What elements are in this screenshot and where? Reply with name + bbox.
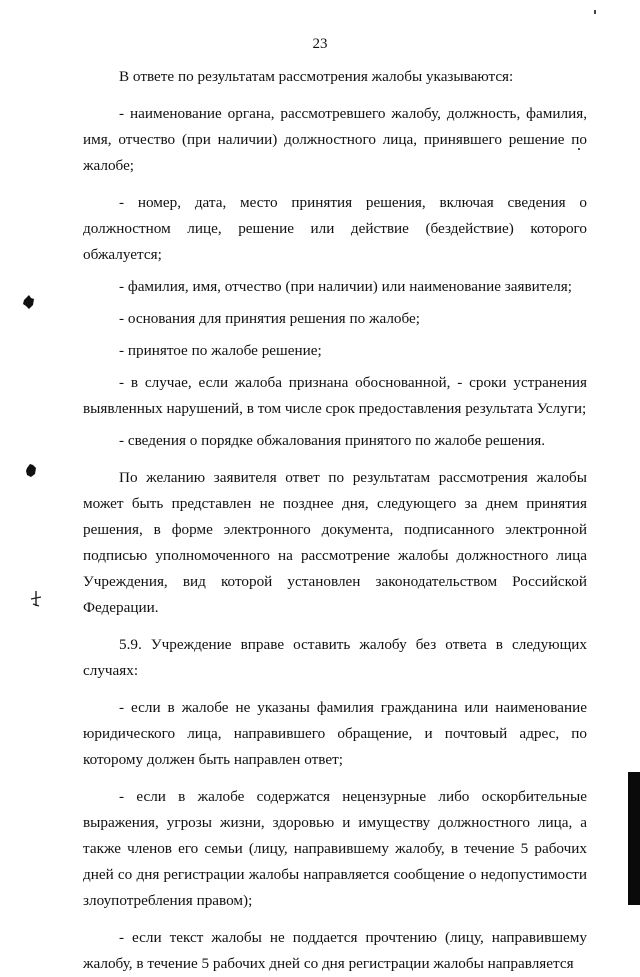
list-item-decision-details: - номер, дата, место принятия решения, включая сведения о должностном лице, решение или действие (бездействие) которого обжалуется; <box>83 194 587 263</box>
list-item-applicant: - фамилия, имя, отчество (при наличии) или наименование заявителя; <box>119 278 572 295</box>
hole-punch-mark-icon <box>22 294 36 310</box>
hole-punch-mark-icon <box>24 462 38 478</box>
scan-speck-icon <box>28 590 44 608</box>
scan-speck <box>578 148 580 150</box>
list-item-grounds: - основания для принятия решения по жалобе; <box>119 310 420 327</box>
scan-edge-shadow <box>628 772 640 905</box>
paragraph-section-5-9: 5.9. Учреждение вправе оставить жалобу без ответа в следующих случаях: <box>83 636 587 679</box>
list-item-organ: - наименование органа, рассмотревшего жалобу, должность, фамилия, имя, отчество (при наличии) должностного лица, принявшего решение по жалобе; <box>83 105 587 174</box>
list-item-no-name: - если в жалобе не указаны фамилия гражданина или наименование юридического лица, направившего обращение, и почтовый адрес, по которому должен быть направлен ответ; <box>83 699 587 768</box>
page-number: 23 <box>312 36 328 52</box>
document-body <box>83 64 587 977</box>
paragraph-electronic-response: По желанию заявителя ответ по результатам рассмотрения жалобы может быть представлен не позднее дня, следующего за днем принятия решения, в форме электронного документа, подписанного электронной подписью уполномоченного на рассмотрение жалобы должностного лица Учреждения, вид которой установлен законодательством Российской Федерации. <box>83 469 587 616</box>
list-item-deadlines: - в случае, если жалоба признана обоснованной, - сроки устранения выявленных нарушений, в том числе срок предоставления результата Услуги; <box>83 374 587 417</box>
paragraph-intro: В ответе по результатам рассмотрения жалобы указываются: <box>119 68 514 85</box>
list-item-appeal-procedure: - сведения о порядке обжалования принятого по жалобе решения. <box>119 432 546 449</box>
scan-speck <box>594 10 596 14</box>
list-item-unreadable: - если текст жалобы не поддается прочтению (лицу, направившему жалобу, в течение 5 рабочих дней со дня регистрации жалобы направляется <box>83 929 587 972</box>
list-item-decision: - принятое по жалобе решение; <box>119 342 322 359</box>
list-item-obscene: - если в жалобе содержатся нецензурные либо оскорбительные выражения, угрозы жизни, здоровью и имуществу должностного лица, а также членов его семьи (лицу, направившему жалобу, в течение 5 рабочих дней со дня регистрации жалобы направляется сообщение о недопустимости злоупотребления правом); <box>83 788 587 909</box>
